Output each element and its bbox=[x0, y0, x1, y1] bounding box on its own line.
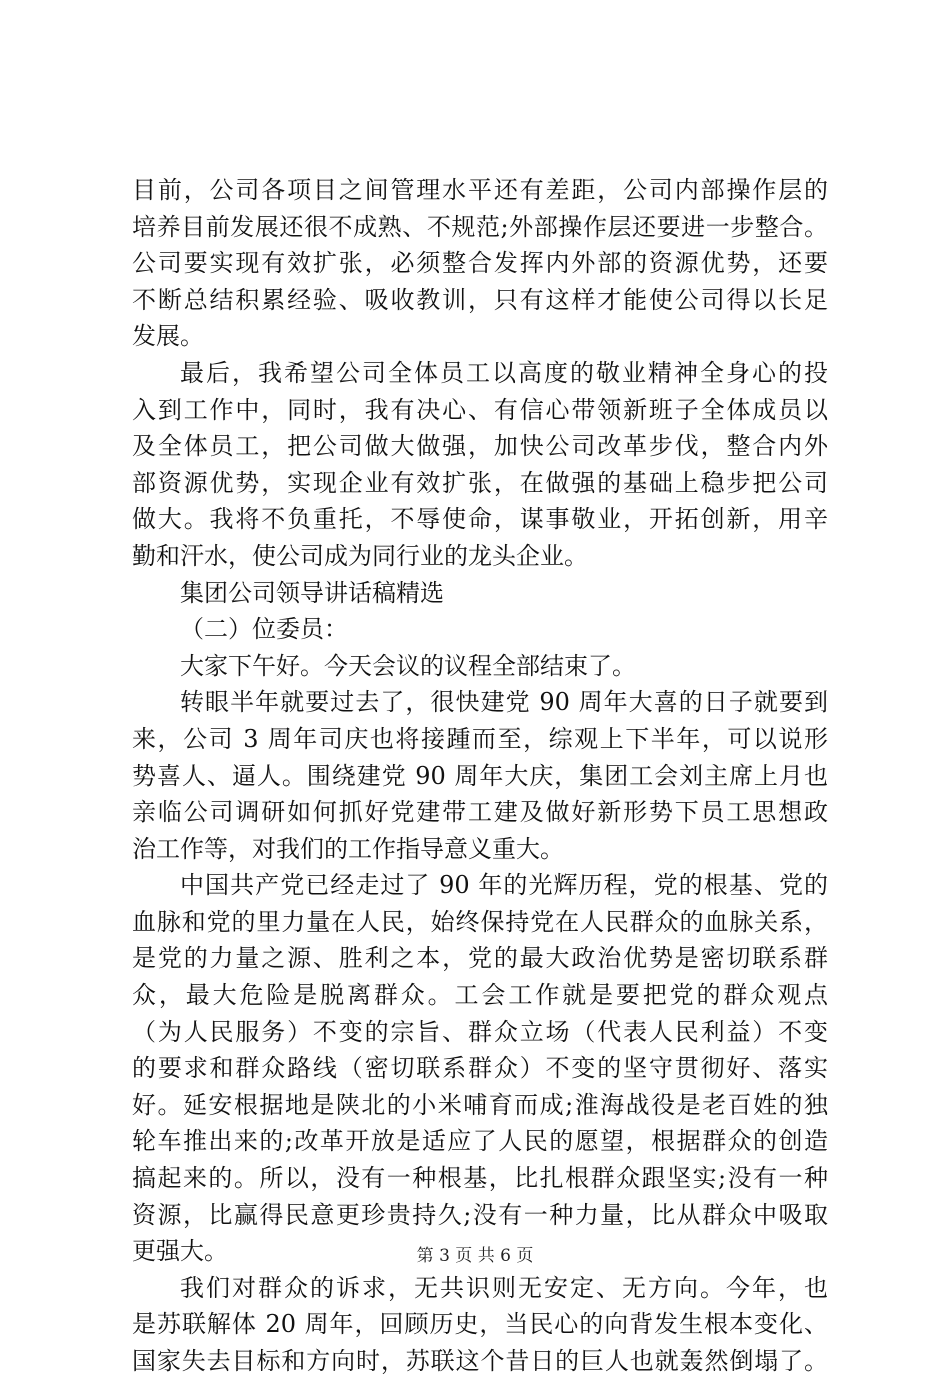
text-line: 做大。我将不负重托，不辱使命，谋事敬业，开拓创新，用辛 bbox=[132, 505, 828, 534]
text-line: 搞起来的。所以，没有一种根基，比扎根群众跟坚实;没有一种 bbox=[132, 1164, 828, 1193]
text-line: 是苏联解体 20 周年，回顾历史，当民心的向背发生根本变化、 bbox=[132, 1310, 828, 1339]
text-line: 是党的力量之源、胜利之本，党的最大政治优势是密切联系群 bbox=[132, 944, 828, 973]
text-line: 入到工作中，同时，我有决心、有信心带领新班子全体成员以 bbox=[132, 395, 828, 424]
text-line: 好。延安根据地是陕北的小米哺育而成;淮海战役是老百姓的独 bbox=[132, 1090, 828, 1119]
text-line: 不断总结积累经验、吸收教训，只有这样才能使公司得以长足 bbox=[132, 285, 828, 314]
text-line: 资源，比赢得民意更珍贵持久;没有一种力量，比从群众中吸取 bbox=[132, 1200, 828, 1229]
text-line: 亲临公司调研如何抓好党建带工建及做好新形势下员工思想政 bbox=[132, 798, 828, 827]
text-line: 中国共产党已经走过了 90 年的光辉历程，党的根基、党的 bbox=[180, 871, 828, 900]
text-line: 更强大。 bbox=[132, 1237, 228, 1266]
text-line: 发展。 bbox=[132, 322, 204, 351]
text-line: 集团公司领导讲话稿精选 bbox=[180, 578, 444, 607]
text-line: （二）位委员： bbox=[180, 615, 348, 644]
text-line: 的要求和群众路线（密切联系群众）不变的坚守贯彻好、落实 bbox=[132, 1054, 828, 1083]
document-body bbox=[132, 172, 828, 1380]
page-footer: 第 3 页 共 6 页 bbox=[416, 1246, 534, 1266]
text-line: 治工作等，对我们的工作指导意义重大。 bbox=[132, 834, 564, 863]
text-line: 轮车推出来的;改革开放是适应了人民的愿望，根据群众的创造 bbox=[132, 1127, 828, 1156]
text-line: 及全体员工，把公司做大做强，加快公司改革步伐，整合内外 bbox=[132, 432, 828, 461]
text-line: 部资源优势，实现企业有效扩张，在做强的基础上稳步把公司 bbox=[132, 468, 828, 497]
text-line: 众，最大危险是脱离群众。工会工作就是要把党的群众观点 bbox=[132, 981, 828, 1010]
text-line: 血脉和党的里力量在人民，始终保持党在人民群众的血脉关系， bbox=[132, 907, 828, 936]
text-line: 国家失去目标和方向时，苏联这个昔日的巨人也就轰然倒塌了。 bbox=[132, 1347, 828, 1375]
text-line: 最后，我希望公司全体员工以高度的敬业精神全身心的投 bbox=[180, 358, 828, 387]
text-line: 公司要实现有效扩张，必须整合发挥内外部的资源优势，还要 bbox=[132, 249, 828, 278]
text-line: 勤和汗水，使公司成为同行业的龙头企业。 bbox=[132, 541, 588, 570]
text-line: 目前，公司各项目之间管理水平还有差距，公司内部操作层的 bbox=[132, 176, 828, 204]
text-line: 来，公司 3 周年司庆也将接踵而至，综观上下半年，可以说形 bbox=[132, 724, 828, 753]
text-line: 转眼半年就要过去了，很快建党 90 周年大喜的日子就要到 bbox=[180, 688, 828, 717]
text-line: （为人民服务）不变的宗旨、群众立场（代表人民利益）不变 bbox=[132, 1017, 828, 1046]
text-line: 培养目前发展还很不成熟、不规范;外部操作层还要进一步整合。 bbox=[132, 212, 828, 241]
text-line: 我们对群众的诉求，无共识则无安定、无方向。今年，也 bbox=[180, 1273, 828, 1302]
text-line: 势喜人、逼人。围绕建党 90 周年大庆，集团工会刘主席上月也 bbox=[132, 761, 828, 790]
text-line: 大家下午好。今天会议的议程全部结束了。 bbox=[180, 651, 636, 680]
